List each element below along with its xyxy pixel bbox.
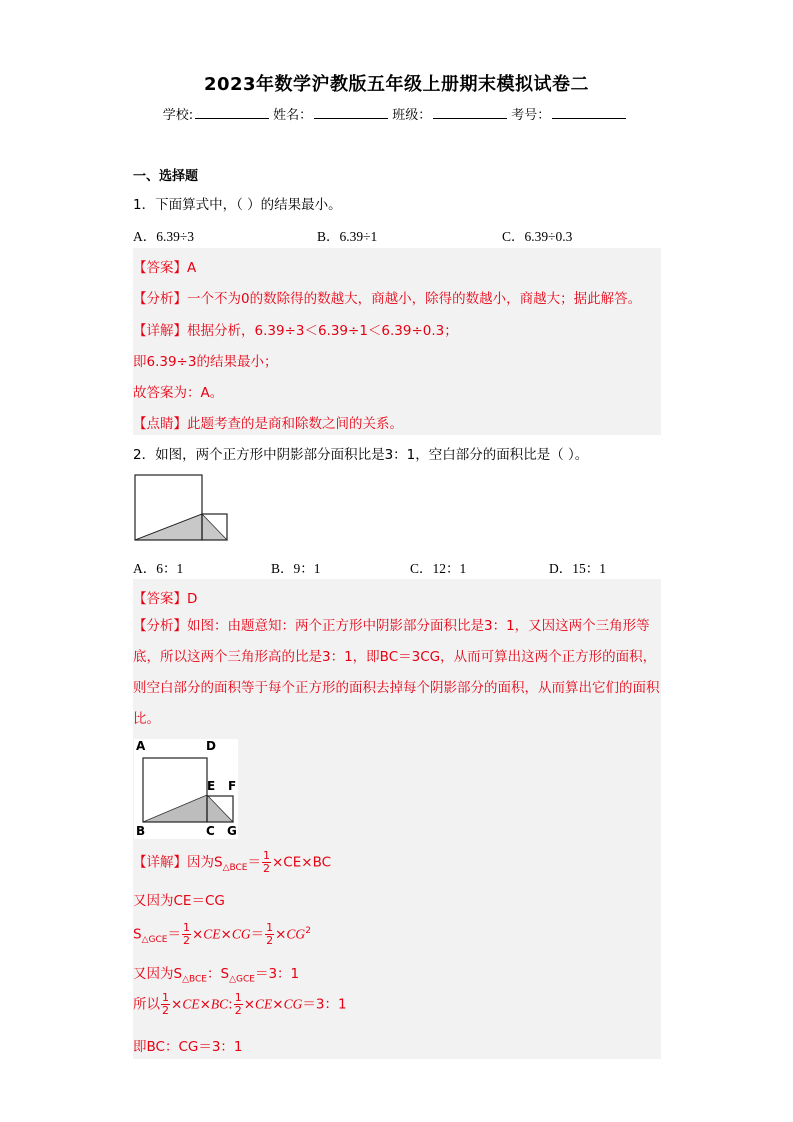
q2-option-b: B．9：1 (271, 561, 321, 576)
s-symbol: S (133, 926, 142, 943)
q2-detail-3 (133, 922, 311, 947)
square: 2 (305, 926, 311, 936)
q2-detail-1 (133, 850, 331, 875)
q1-answer-box (133, 248, 661, 435)
cg: CG (283, 996, 303, 1012)
q2-detail-4 (133, 962, 299, 985)
q2-detail-5 (133, 992, 347, 1017)
label-e: E (207, 779, 216, 793)
exam-no-field[interactable] (552, 106, 626, 119)
sub-bce: △BCE (222, 863, 248, 874)
q2-answer: 【答案】D (133, 591, 198, 607)
cg: CG (231, 926, 251, 942)
colon: : (228, 996, 233, 1013)
ratio: ＝3：1 (254, 966, 300, 982)
q1-answer: 【答案】A (133, 260, 197, 276)
detail-rest: ×CE×BC (272, 854, 332, 871)
name-field[interactable] (314, 106, 388, 119)
label-f: F (228, 779, 237, 793)
q2-stem: 2．如图，两个正方形中阴影部分面积比是3：1，空白部分的面积比是（ ）。 (133, 447, 589, 463)
prefix: 又因为 (133, 966, 174, 982)
q1-option-c: C．6.39÷0.3 (502, 229, 573, 244)
class-field[interactable] (433, 106, 507, 119)
label-a: A (136, 739, 146, 753)
sub-gce: △GCE (229, 974, 255, 985)
ce: CE (182, 996, 200, 1012)
equals: ＝ (250, 926, 265, 943)
fraction-half: $\frac{1}{2}$ (182, 921, 190, 947)
q2-figure-labeled (134, 739, 238, 839)
times: × (275, 926, 287, 943)
q1-detail-1: 【详解】根据分析，6.39÷3＜6.39÷1＜6.39÷0.3； (133, 323, 458, 339)
q2-analysis: 【分析】如图：由题意知：两个正方形中阴影部分面积比是3：1，又因这两个三角形等底，所以这两个三角形高的比是3：1，即BC＝3CG，从而可算出这两个正方形的面积，则空白部分的面积等于每个正方形的面积去掉每个阴影部分的面积，从而算出它们的面积比。 (133, 618, 660, 727)
student-info-line (0, 104, 793, 123)
q1-option-a: A．6.39÷3 (133, 229, 195, 244)
times: × (272, 996, 284, 1013)
times: × (199, 996, 211, 1013)
q1-option-b: B．6.39÷1 (317, 229, 378, 244)
class-label: 班级： (392, 108, 432, 123)
ce: CE (203, 926, 221, 942)
section-title: 一、选择题 (133, 169, 199, 184)
detail-prefix: 【详解】因为 (133, 854, 214, 871)
times: × (220, 926, 232, 943)
fraction-half: $\frac{1}{2}$ (162, 991, 169, 1017)
fraction-half: $\frac{1}{2}$ (266, 921, 274, 947)
ratio: ＝3：1 (302, 996, 347, 1013)
q2-detail-2: 又因为CE＝CG (133, 893, 225, 909)
school-field[interactable] (195, 106, 269, 119)
q2-figure-squares (134, 474, 230, 542)
q1-comment: 【点睛】此题考查的是商和除数之间的关系。 (133, 416, 403, 432)
fraction-half: $\frac{1}{2}$ (234, 991, 242, 1017)
q2-figure-labeled-drawing (134, 739, 238, 839)
q2-option-c: C．12：1 (410, 561, 467, 576)
cg: CG (286, 926, 306, 942)
fraction-half: $\frac{1}{2}$ (263, 849, 270, 875)
times: × (191, 926, 204, 943)
prefix: 所以 (133, 996, 160, 1013)
exam-no-label: 考号： (511, 108, 551, 123)
sub-bce: △BCE (182, 974, 207, 985)
page-title: 2023年数学沪教版五年级上册期末模拟试卷二 (203, 74, 590, 95)
colon-s: ：S (207, 966, 230, 982)
label-g: G (227, 824, 237, 838)
bc: BC (210, 996, 229, 1012)
equals: ＝ (247, 854, 261, 871)
q1-stem: 1．下面算式中，（ ）的结果最小。 (133, 197, 342, 213)
q2-option-d: D．15：1 (549, 561, 606, 576)
school-label: 学校: (162, 108, 194, 123)
label-d: D (206, 739, 216, 753)
equals: ＝ (167, 926, 181, 943)
q1-detail-2: 即6.39÷3的结果最小； (133, 354, 278, 370)
sub-gce: △GCE (141, 935, 168, 946)
s-symbol: S (214, 854, 223, 871)
label-b: B (136, 824, 146, 838)
s-symbol: S (173, 966, 183, 982)
ce: CE (255, 996, 273, 1012)
times: × (243, 996, 256, 1013)
q1-analysis: 【分析】一个不为0的数除得的数越大，商越小，除得的数越小，商越大；据此解答。 (133, 291, 642, 307)
q2-detail-6: 即BC：CG＝3：1 (133, 1039, 243, 1055)
times: × (171, 996, 183, 1013)
name-label: 姓名： (273, 108, 313, 123)
q1-detail-3: 故答案为：A。 (133, 385, 224, 401)
q2-option-a: A．6：1 (133, 561, 184, 576)
label-c: C (206, 824, 215, 838)
